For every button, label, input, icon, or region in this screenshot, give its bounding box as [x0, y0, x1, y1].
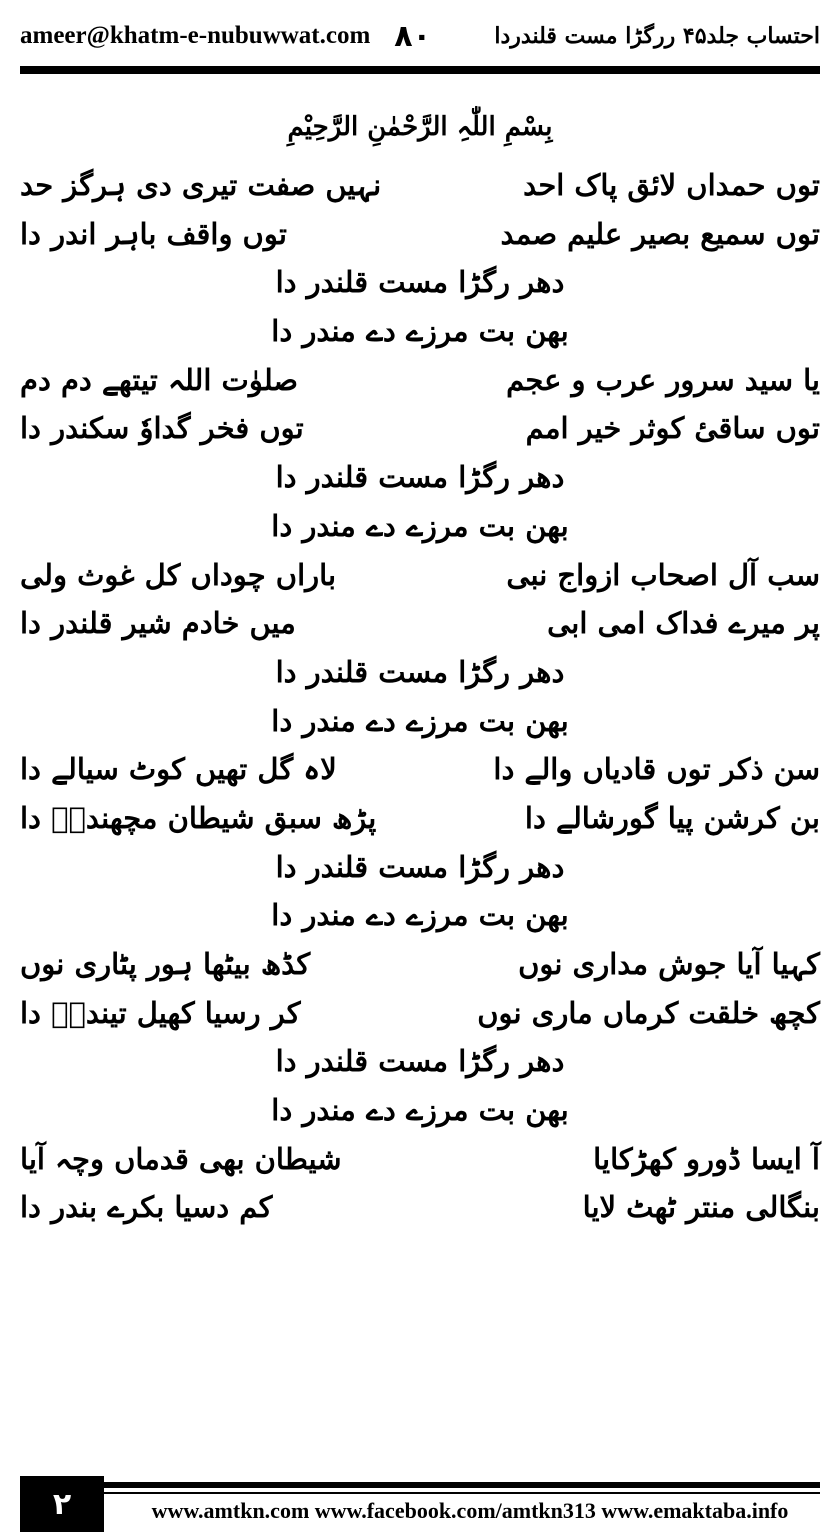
- verse-second-half: نہیں صفت تیری دی ہرگز حد: [20, 168, 382, 202]
- verse-line: [20, 797, 820, 846]
- line-text: بھن بت مرزے دے مندر دا: [271, 508, 569, 543]
- line-text: بھن بت مرزے دے مندر دا: [271, 314, 569, 349]
- refrain-line: [20, 1040, 820, 1089]
- line-text: بھن بت مرزے دے مندر دا: [271, 1093, 569, 1128]
- verse-first-half: بن کرشن پیا گورشالے دا: [524, 800, 820, 835]
- verse-second-half: کڈھ بیٹھا ہور پٹاری نوں: [20, 947, 311, 981]
- verse-line: [20, 554, 820, 603]
- footer-rule-thick: [104, 1482, 820, 1488]
- verse-second-half: پڑھ سبق شیطان مچھندرؔ دا: [20, 800, 377, 835]
- verse-line: [20, 602, 820, 651]
- verse-first-half: توں حمداں لائق پاک احد: [523, 168, 820, 202]
- verse-line: [20, 359, 820, 408]
- verse-second-half: شیطان بھی قدماں وچہ آیا: [20, 1141, 342, 1176]
- header-title: احتساب جلد۴۵ ررگڑا مست قلندردا: [494, 23, 820, 49]
- verse-line: [20, 164, 820, 213]
- refrain-line: [20, 1089, 820, 1138]
- verse-second-half: کر رسیا کھیل تیندرؔ دا: [20, 995, 301, 1030]
- verse-first-half: سن ذکر توں قادیاں والے دا: [493, 752, 820, 787]
- footer-page-number: ۲: [20, 1476, 104, 1532]
- refrain-line: [20, 846, 820, 895]
- verse-line: [20, 1138, 820, 1187]
- verse-line: [20, 1186, 820, 1235]
- page-header: [20, 10, 820, 62]
- verse-first-half: بنگالی منتر ٹھٹ لایا: [582, 1190, 820, 1225]
- line-text: بھن بت مرزے دے مندر دا: [271, 703, 569, 738]
- verse-first-half: یا سید سرور عرب و عجم: [506, 362, 820, 397]
- page-footer: [20, 1476, 820, 1532]
- refrain-line: [20, 310, 820, 359]
- verse-second-half: باراں چوداں کل غوث ولی: [20, 557, 337, 592]
- refrain-line: [20, 261, 820, 310]
- verse-second-half: کم دسیا بکرے بندر دا: [20, 1190, 273, 1225]
- verse-line: [20, 748, 820, 797]
- verse-first-half: توں سمیع بصیر علیم صمد: [500, 216, 820, 251]
- verse-first-half: آ ایسا ڈورو کھڑکایا: [593, 1141, 820, 1176]
- refrain-line: [20, 894, 820, 943]
- line-text: دھر رگڑا مست قلندر دا: [275, 849, 565, 884]
- header-rule: [20, 66, 820, 74]
- poem-body: [20, 164, 820, 1235]
- verse-first-half: توں ساقیٔ کوثر خیر امم: [525, 411, 820, 446]
- line-text: دھر رگڑا مست قلندر دا: [275, 1044, 565, 1079]
- verse-second-half: توں فخر گداوٗ سکندر دا: [20, 411, 304, 446]
- verse-line: [20, 943, 820, 992]
- header-left: [20, 19, 431, 54]
- verse-line: [20, 407, 820, 456]
- verse-first-half: کچھ خلقت کرماں ماری نوں: [477, 995, 820, 1030]
- refrain-line: [20, 505, 820, 554]
- verse-first-half: پر میرے فداک امی ابی: [547, 606, 820, 641]
- verse-second-half: لاہ گل تھیں کوٹ سیالے دا: [20, 752, 337, 787]
- verse-line: [20, 992, 820, 1041]
- verse-second-half: توں واقف باہر اندر دا: [20, 216, 287, 251]
- verse-second-half: میں خادم شیر قلندر دا: [20, 606, 296, 641]
- footer-urls[interactable]: www.amtkn.com www.facebook.com/amtkn313 www.emaktaba.info: [151, 1498, 789, 1523]
- header-page-number: ۸۰: [394, 18, 431, 54]
- bismillah: بِسْمِ اللّٰہِ الرَّحْمٰنِ الرَّحِیْمِ: [287, 112, 553, 142]
- footer-rule-thin: [104, 1492, 820, 1494]
- verse-line: [20, 213, 820, 262]
- refrain-line: [20, 700, 820, 749]
- line-text: دھر رگڑا مست قلندر دا: [275, 265, 565, 300]
- refrain-line: [20, 456, 820, 505]
- verse-second-half: صلوٰت اللہ تیتھے دم دم: [20, 362, 299, 397]
- verse-first-half: سب آل اصحاب ازواج نبی: [506, 557, 820, 592]
- line-text: دھر رگڑا مست قلندر دا: [275, 460, 565, 495]
- line-text: دھر رگڑا مست قلندر دا: [275, 654, 565, 689]
- verse-first-half: کہیا آیا جوش مداری نوں: [518, 947, 820, 981]
- header-email[interactable]: ameer@khatm-e-nubuwwat.com: [20, 22, 371, 49]
- line-text: بھن بت مرزے دے مندر دا: [271, 898, 569, 933]
- refrain-line: [20, 651, 820, 700]
